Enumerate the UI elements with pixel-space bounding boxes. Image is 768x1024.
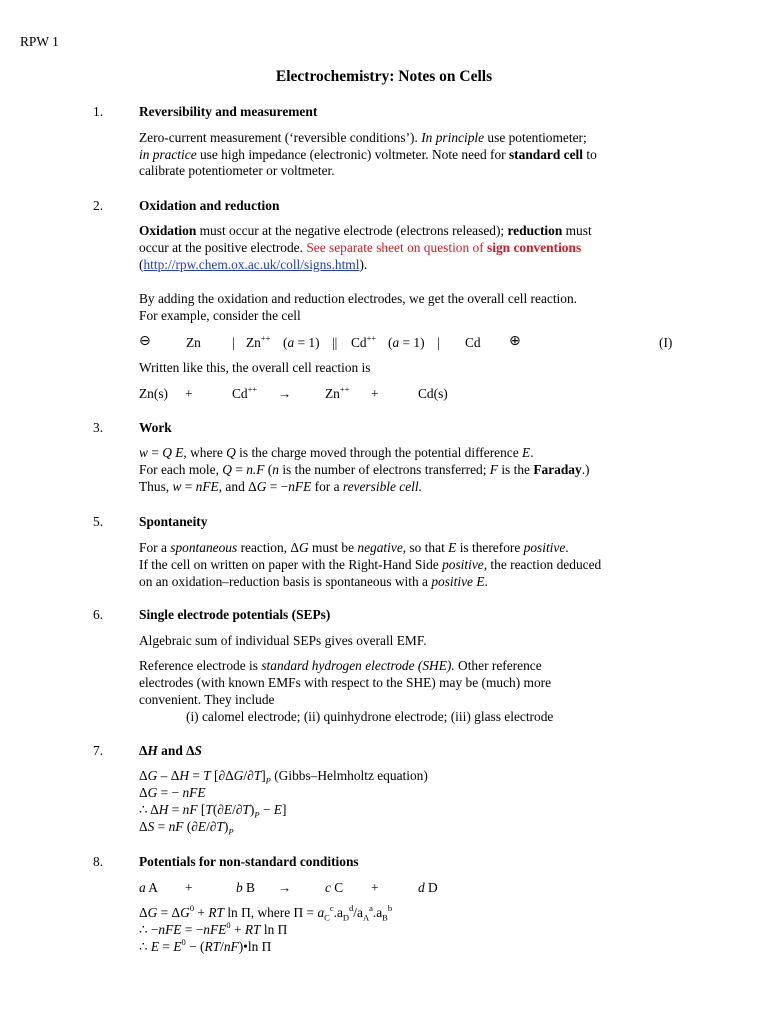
equation-line: ΔS = nF $(\partial E/\partial T)_P$ xyxy=(139,819,234,837)
cell-activity: (a = 1) xyxy=(283,335,320,350)
section-number: 8. xyxy=(93,854,104,869)
section-heading: Work xyxy=(139,420,172,435)
reaction-species: Zn++ xyxy=(325,383,350,401)
paragraph-line: Written like this, the overall cell reaction is xyxy=(139,360,371,375)
equation-line: ∴ $E = E^0$ − (RT/nF)•ln Π xyxy=(139,936,272,954)
equation-line: ΔG = − nFE xyxy=(139,785,206,800)
cell-electrode: Cd xyxy=(465,335,481,350)
paragraph-line: w = Q E, where Q is the charge moved through the potential difference E. xyxy=(139,445,534,460)
page-label: RPW 1 xyxy=(20,34,59,49)
reaction-species: Zn(s) xyxy=(139,386,169,401)
reaction-species: b B xyxy=(236,880,255,895)
paragraph-line: (http://rpw.chem.ox.ac.uk/coll/signs.html). xyxy=(139,257,368,272)
equation-line: ∴ −nFE = −nFE$^0$ + RT ln Π xyxy=(139,919,288,937)
equation-line: ∴ ΔH = nF $[T(\partial E/\partial T)_P - E]$ xyxy=(139,802,287,820)
section-heading: ΔH and ΔS xyxy=(139,743,202,758)
section-number: 5. xyxy=(93,514,104,529)
section-heading: Oxidation and reduction xyxy=(139,198,280,213)
reaction-plus: + xyxy=(185,386,193,401)
reaction-species: c C xyxy=(325,880,344,895)
paragraph-line: convenient. They include xyxy=(139,692,275,707)
paragraph-line: electrodes (with known EMFs with respect to the SHE) may be (much) more xyxy=(139,675,552,690)
paragraph-line: Reference electrode is standard hydrogen electrode (SHE). Other reference xyxy=(139,658,542,673)
reaction-plus: + xyxy=(371,386,379,401)
reaction-plus: + xyxy=(185,880,193,895)
section-number: 1. xyxy=(93,104,104,119)
paragraph-line: For each mole, Q = n.F (n is the number of electrons transferred; F is the Faraday.) xyxy=(139,462,590,477)
section-number: 6. xyxy=(93,607,104,622)
cell-activity: (a = 1) xyxy=(388,335,425,350)
reaction-arrow: → xyxy=(278,386,292,401)
reaction-species: Cd++ xyxy=(232,383,258,401)
plus-sign-icon: ⊕ xyxy=(509,333,521,349)
paragraph-line: By adding the oxidation and reduction electrodes, we get the overall cell reaction. xyxy=(139,291,578,306)
cell-electrode: Zn xyxy=(186,335,201,350)
paragraph-line: (i) calomel electrode; (ii) quinhydrone electrode; (iii) glass electrode xyxy=(186,709,554,724)
equation-line: $\Delta G = \Delta G^0$ + RT ln Π, where $\Pi = a_C^c.a_D^d/a_A^a.a_B^b$ xyxy=(139,902,393,923)
equation-label: (I) xyxy=(659,335,673,350)
reaction-species: Cd(s) xyxy=(418,386,448,401)
equation-line: ΔG – ΔH = T $[\partial\Delta G/\partial T]_P$ (Gibbs–Helmholtz equation) xyxy=(139,768,428,786)
section-number: 7. xyxy=(93,743,104,758)
section-heading: Potentials for non-standard conditions xyxy=(139,854,359,869)
section-heading: Reversibility and measurement xyxy=(139,104,318,119)
paragraph-line: calibrate potentiometer or voltmeter. xyxy=(139,163,335,178)
reaction-arrow: → xyxy=(278,880,292,895)
paragraph-line: in practice use high impedance (electronic) voltmeter. Note need for standard cell to xyxy=(139,147,597,162)
section-number: 3. xyxy=(93,420,104,435)
cell-ion: Zn++ xyxy=(246,332,271,350)
cell-ion: Cd++ xyxy=(351,332,377,350)
paragraph-line: occur at the positive electrode. See separate sheet on question of sign conventions xyxy=(139,240,582,255)
section-number: 2. xyxy=(93,198,104,213)
section-heading: Spontaneity xyxy=(139,514,208,529)
paragraph-line: For example, consider the cell xyxy=(139,308,301,323)
paragraph-line: Zero-current measurement (‘reversible conditions’). In principle use potentiometer; xyxy=(139,130,587,145)
cell-salt-bridge: || xyxy=(332,335,338,350)
paragraph-line: on an oxidation–reduction basis is spontaneous with a positive E. xyxy=(139,574,488,589)
paragraph-line: If the cell on written on paper with the Right-Hand Side positive, the reaction deduced xyxy=(139,557,602,572)
page-title: Electrochemistry: Notes on Cells xyxy=(275,68,493,85)
sign-conventions-link[interactable]: http://rpw.chem.ox.ac.uk/coll/signs.html xyxy=(143,257,360,272)
cell-separator: | xyxy=(232,335,235,350)
cell-separator: | xyxy=(437,335,440,350)
paragraph-line: For a spontaneous reaction, ΔG must be negative, so that E is therefore positive. xyxy=(139,540,569,555)
section-heading: Single electrode potentials (SEPs) xyxy=(139,607,331,622)
reaction-species: a A xyxy=(139,880,158,895)
paragraph-line: Algebraic sum of individual SEPs gives overall EMF. xyxy=(139,633,427,648)
minus-sign-icon: ⊖ xyxy=(139,333,151,349)
reaction-plus: + xyxy=(371,880,379,895)
paragraph-line: Oxidation must occur at the negative electrode (electrons released); reduction must xyxy=(139,223,592,238)
paragraph-line: Thus, w = nFE, and ΔG = −nFE for a reversible cell. xyxy=(139,479,422,494)
reaction-species: d D xyxy=(418,880,438,895)
